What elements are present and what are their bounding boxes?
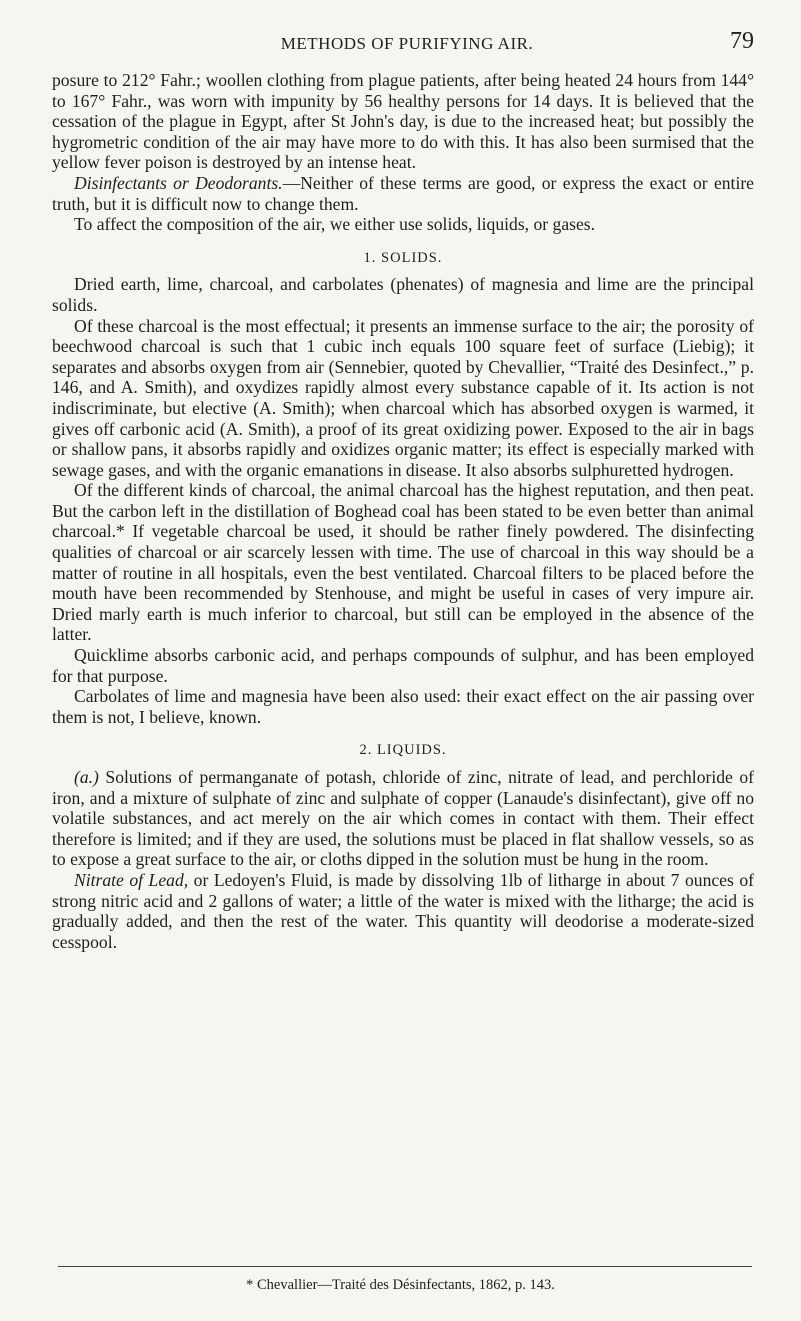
paragraph: Of these charcoal is the most effectual; it presents an immense surface to the air; the porosity of beechwood charcoal is such that 1 cubic inch equals 100 square feet of surface (Liebig); it separates and absorbs oxygen from air (Sennebier, quoted by Chevallier, “Traité des Desinfect.,” p. 146, and A. Smith), and oxydizes rapidly almost every substance capable of it. Its action is not indiscriminate, but elective (A. Smith); when charcoal which has absorbed oxygen is warmed, it gives off carbonic acid (A. Smith), a proof of its great oxidizing power. Exposed to the air in bags or shallow pans, it absorbs rapidly and oxidizes organic matter; its effect is especially marked with sewage gases, and with the organic emanations in disease. It also absorbs sulphuretted hydrogen. bbox=[52, 315, 754, 480]
paragraph: Quicklime absorbs carbonic acid, and perhaps compounds of sulphur, and has been employed for that purpose. bbox=[52, 645, 754, 686]
paragraph bbox=[52, 767, 754, 870]
paragraph: Carbolates of lime and magnesia have been also used: their exact effect on the air passing over them is not, I believe, known. bbox=[52, 686, 754, 727]
paragraph bbox=[52, 173, 754, 214]
section-heading-liquids: 2. LIQUIDS. bbox=[359, 742, 447, 759]
paragraph: Of the different kinds of charcoal, the animal charcoal has the highest reputation, and then peat. But the carbon left in the distillation of Boghead coal has been stated to be even better than animal charcoal.* If vegetable charcoal be used, it should be rather finely powdered. The disinfecting qualities of charcoal or air scarcely lessen with time. The use of charcoal in this way should be a matter of routine in all hospitals, even the best ventilated. Charcoal filters to be placed before the mouth have been recommended by Stenhouse, and might be useful in cases of very impure air. Dried marly earth is much inferior to charcoal, but still can be employed in the absence of the latter. bbox=[52, 480, 754, 645]
footnote-divider bbox=[58, 1266, 752, 1267]
paragraph-lead: (a.) bbox=[74, 767, 99, 787]
running-title: METHODS OF PURIFYING AIR. bbox=[280, 34, 534, 53]
paragraph: posure to 212° Fahr.; woollen clothing from plague patients, after being heated 24 hours from 144° to 167° Fahr., was worn with impunity by 56 healthy persons for 14 days. It is believed that the cessation of the plague in Egypt, after St John's day, is due to the increased heat; but possibly the hygrometric condition of the air may have more to do with this. It has also been surmised that the yellow fever poison is destroyed by an intense heat. bbox=[52, 70, 754, 173]
body-text bbox=[52, 70, 754, 952]
paragraph-lead: Nitrate of Lead, bbox=[74, 869, 189, 890]
footnote: * Chevallier—Traité des Désinfectants, 1862, p. 143. bbox=[246, 1277, 555, 1293]
running-header bbox=[60, 28, 754, 58]
paragraph: To affect the composition of the air, we either use solids, liquids, or gases. bbox=[74, 214, 596, 235]
paragraph-text: or Ledoyen's Fluid, is made by dissolving 1lb of litharge in about 7 ounces of strong nitric acid and 2 gallons of water; a little of the water is mixed with the litharge; the acid is gradually added, and then the rest of the water. This quantity will deodorise a moderate-sized cesspool. bbox=[52, 869, 754, 952]
paragraph-lead: Disinfectants or Deodorants. bbox=[74, 172, 283, 193]
paragraph bbox=[52, 870, 754, 952]
paragraph-text: —Neither of these terms are good, or express the exact or entire truth, but it is difficult now to change them. bbox=[52, 172, 754, 214]
paragraph-text: Solutions of permanganate of potash, chloride of zinc, nitrate of lead, and perchloride of iron, and a mixture of sulphate of zinc and sulphate of copper (Lanaude's disinfectant), give off no volatile substances, and act merely on the air which comes in contact with them. Their effect therefore is limited; and if they are used, the solutions must be placed in flat shallow vessels, so as to expose a great surface to the air, or cloths dipped in the solution must be hung in the room. bbox=[52, 767, 754, 870]
paragraph: Dried earth, lime, charcoal, and carbolates (phenates) of magnesia and lime are the principal solids. bbox=[52, 274, 754, 315]
page-number: 79 bbox=[730, 28, 754, 54]
section-heading-solids: 1. SOLIDS. bbox=[363, 249, 443, 266]
